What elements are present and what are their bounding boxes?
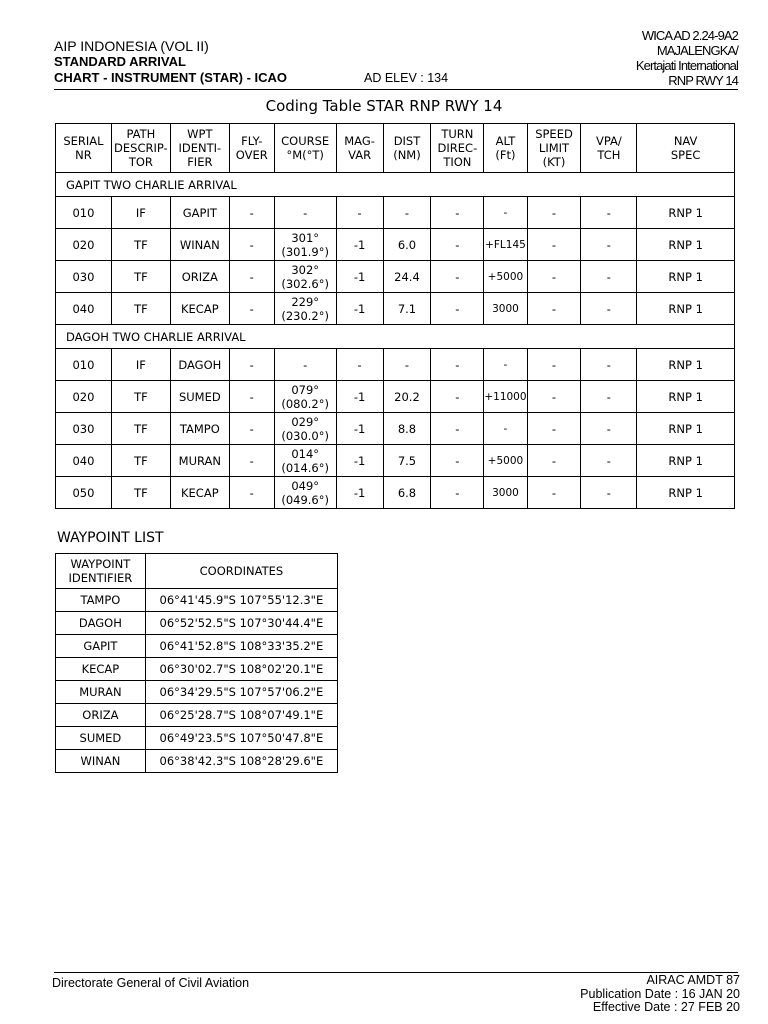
table-cell: - — [581, 381, 637, 413]
footer-issuer: Directorate General of Civil Aviation — [52, 976, 250, 990]
publication-date: Publication Date : 16 JAN 20 — [580, 986, 740, 1001]
table-cell: - — [229, 197, 274, 229]
procedure-name: RNP RWY 14 — [668, 73, 738, 88]
waypoint-coordinates: 06°30'02.7"S 108°02'20.1"E — [145, 658, 337, 681]
waypoint-row — [56, 681, 338, 704]
table-cell: - — [431, 413, 484, 445]
waypoint-row — [56, 727, 338, 750]
table-cell: - — [229, 293, 274, 325]
airport-name: Kertajati International — [635, 58, 738, 73]
table-cell: - — [431, 293, 484, 325]
footer-divider — [54, 972, 738, 973]
table-cell: +11000 — [484, 381, 527, 413]
table-cell: KECAP — [170, 293, 229, 325]
table-cell: - — [527, 349, 581, 381]
table-cell: - — [431, 381, 484, 413]
table-cell: - — [229, 381, 274, 413]
table-cell: TF — [111, 413, 170, 445]
table-cell: 302° (302.6°) — [274, 261, 336, 293]
aerodrome-elevation: AD ELEV : 134 — [364, 71, 449, 85]
table-row — [56, 197, 735, 229]
table-cell: - — [527, 445, 581, 477]
table-cell: -1 — [336, 413, 383, 445]
location-name: MAJALENGKA/ — [656, 43, 738, 58]
waypoint-row — [56, 589, 338, 612]
table-cell: - — [229, 229, 274, 261]
table-cell: 3000 — [484, 293, 527, 325]
chart-category: STANDARD ARRIVAL — [54, 54, 186, 69]
column-header: FLY- OVER — [229, 124, 274, 173]
table-cell: 6.8 — [383, 477, 431, 509]
table-cell: - — [431, 229, 484, 261]
footer-amendment — [580, 974, 740, 1015]
waypoint-row — [56, 750, 338, 773]
table-cell: 079° (080.2°) — [274, 381, 336, 413]
table-row — [56, 229, 735, 261]
waypoint-row — [56, 704, 338, 727]
table-cell: +5000 — [484, 261, 527, 293]
table-cell: - — [527, 477, 581, 509]
table-cell: -1 — [336, 293, 383, 325]
table-row — [56, 413, 735, 445]
arrival-name: GAPIT TWO CHARLIE ARRIVAL — [56, 173, 735, 197]
table-cell: 20.2 — [383, 381, 431, 413]
table-cell: - — [383, 197, 431, 229]
table-cell: - — [484, 197, 527, 229]
table-cell: 030 — [56, 261, 112, 293]
waypoint-coordinates: 06°38'42.3"S 108°28'29.6"E — [145, 750, 337, 773]
table-cell: - — [274, 349, 336, 381]
table-cell: RNP 1 — [637, 261, 735, 293]
table-cell: 24.4 — [383, 261, 431, 293]
table-cell: TF — [111, 229, 170, 261]
coding-table — [55, 123, 735, 509]
header-right — [636, 28, 738, 88]
table-cell: KECAP — [170, 477, 229, 509]
column-header: PATH DESCRIP- TOR — [111, 124, 170, 173]
coding-table-title: Coding Table STAR RNP RWY 14 — [265, 97, 503, 115]
table-cell: DAGOH — [170, 349, 229, 381]
table-cell: 029° (030.0°) — [274, 413, 336, 445]
table-cell: - — [484, 413, 527, 445]
table-cell: 8.8 — [383, 413, 431, 445]
waypoint-identifier: DAGOH — [56, 612, 146, 635]
header-divider — [54, 89, 738, 90]
column-header: WPT IDENTI- FIER — [170, 124, 229, 173]
effective-date: Effective Date : 27 FEB 20 — [592, 1000, 740, 1014]
table-cell: 030 — [56, 413, 112, 445]
table-cell: TF — [111, 261, 170, 293]
table-cell: -1 — [336, 261, 383, 293]
coordinates-header: COORDINATES — [145, 554, 337, 589]
header-left — [54, 38, 287, 86]
table-cell: 6.0 — [383, 229, 431, 261]
table-cell: - — [527, 293, 581, 325]
table-cell: IF — [111, 349, 170, 381]
table-cell: 7.5 — [383, 445, 431, 477]
table-cell: MURAN — [170, 445, 229, 477]
table-cell: - — [484, 349, 527, 381]
table-cell: - — [581, 413, 637, 445]
table-cell: - — [581, 445, 637, 477]
table-cell: - — [431, 197, 484, 229]
table-cell: +5000 — [484, 445, 527, 477]
table-cell: -1 — [336, 229, 383, 261]
waypoint-identifier: ORIZA — [56, 704, 146, 727]
table-row — [56, 381, 735, 413]
table-cell: - — [229, 445, 274, 477]
column-header: SERIAL NR — [56, 124, 112, 173]
table-cell: TF — [111, 477, 170, 509]
coding-table-header — [56, 124, 735, 173]
table-cell: 010 — [56, 197, 112, 229]
waypoint-coordinates: 06°49'23.5"S 107°50'47.8"E — [145, 727, 337, 750]
section-row — [56, 173, 735, 197]
table-cell: - — [527, 229, 581, 261]
table-cell: - — [274, 197, 336, 229]
table-cell: 020 — [56, 229, 112, 261]
column-header: ALT (Ft) — [484, 124, 527, 173]
table-cell: RNP 1 — [637, 197, 735, 229]
table-cell: - — [431, 349, 484, 381]
table-row — [56, 477, 735, 509]
table-cell: - — [431, 477, 484, 509]
column-header: COURSE °M(°T) — [274, 124, 336, 173]
table-cell: TF — [111, 381, 170, 413]
airac-amendment: AIRAC AMDT 87 — [646, 973, 740, 987]
table-row — [56, 349, 735, 381]
waypoint-list-title: WAYPOINT LIST — [57, 530, 164, 546]
publication-title: AIP INDONESIA (VOL II) — [54, 38, 209, 54]
column-header: NAV SPEC — [637, 124, 735, 173]
table-cell: RNP 1 — [637, 229, 735, 261]
arrival-name: DAGOH TWO CHARLIE ARRIVAL — [56, 325, 735, 349]
table-cell: - — [431, 261, 484, 293]
table-cell: 301° (301.9°) — [274, 229, 336, 261]
column-header: DIST (NM) — [383, 124, 431, 173]
table-cell: 010 — [56, 349, 112, 381]
waypoint-identifier: TAMPO — [56, 589, 146, 612]
waypoint-row — [56, 612, 338, 635]
table-cell: -1 — [336, 445, 383, 477]
table-cell: - — [383, 349, 431, 381]
table-cell: TF — [111, 293, 170, 325]
table-cell: - — [229, 349, 274, 381]
table-cell: - — [527, 261, 581, 293]
column-header: SPEED LIMIT (KT) — [527, 124, 581, 173]
table-cell: 7.1 — [383, 293, 431, 325]
table-cell: IF — [111, 197, 170, 229]
table-cell: - — [581, 349, 637, 381]
waypoint-table-header — [56, 554, 338, 589]
table-cell: TAMPO — [170, 413, 229, 445]
table-cell: - — [527, 197, 581, 229]
table-cell: RNP 1 — [637, 349, 735, 381]
waypoint-identifier: SUMED — [56, 727, 146, 750]
table-cell: -1 — [336, 477, 383, 509]
column-header: VPA/ TCH — [581, 124, 637, 173]
table-cell: 014° (014.6°) — [274, 445, 336, 477]
table-cell: 040 — [56, 445, 112, 477]
table-cell: - — [527, 413, 581, 445]
table-cell: RNP 1 — [637, 413, 735, 445]
table-row — [56, 293, 735, 325]
table-cell: - — [336, 197, 383, 229]
table-cell: - — [229, 261, 274, 293]
table-cell: - — [229, 477, 274, 509]
waypoint-coordinates: 06°52'52.5"S 107°30'44.4"E — [145, 612, 337, 635]
table-cell: - — [581, 477, 637, 509]
table-cell: RNP 1 — [637, 445, 735, 477]
table-cell: -1 — [336, 381, 383, 413]
table-cell: 040 — [56, 293, 112, 325]
table-cell: - — [431, 445, 484, 477]
table-cell: - — [581, 293, 637, 325]
waypoint-coordinates: 06°34'29.5"S 107°57'06.2"E — [145, 681, 337, 704]
table-cell: ORIZA — [170, 261, 229, 293]
table-cell: RNP 1 — [637, 381, 735, 413]
table-cell: - — [581, 197, 637, 229]
column-header: TURN DIREC- TION — [431, 124, 484, 173]
waypoint-table — [55, 553, 338, 773]
waypoint-coordinates: 06°41'45.9"S 107°55'12.3"E — [145, 589, 337, 612]
chart-type: CHART - INSTRUMENT (STAR) - ICAO — [54, 70, 288, 85]
table-cell: 020 — [56, 381, 112, 413]
table-cell: 050 — [56, 477, 112, 509]
waypoint-row — [56, 658, 338, 681]
table-row — [56, 445, 735, 477]
table-cell: GAPIT — [170, 197, 229, 229]
table-cell: - — [581, 261, 637, 293]
waypoint-identifier: GAPIT — [56, 635, 146, 658]
table-cell: RNP 1 — [637, 293, 735, 325]
table-cell: 049° (049.6°) — [274, 477, 336, 509]
waypoint-row — [56, 635, 338, 658]
table-row — [56, 261, 735, 293]
table-cell: 3000 — [484, 477, 527, 509]
waypoint-identifier: KECAP — [56, 658, 146, 681]
waypoint-coordinates: 06°41'52.8"S 108°33'35.2"E — [145, 635, 337, 658]
table-cell: - — [229, 413, 274, 445]
table-cell: - — [336, 349, 383, 381]
table-cell: WINAN — [170, 229, 229, 261]
table-cell: - — [581, 229, 637, 261]
table-cell: +FL145 — [484, 229, 527, 261]
waypoint-identifier-header: WAYPOINT IDENTIFIER — [56, 554, 146, 589]
table-cell: SUMED — [170, 381, 229, 413]
table-cell: RNP 1 — [637, 477, 735, 509]
section-row — [56, 325, 735, 349]
waypoint-coordinates: 06°25'28.7"S 108°07'49.1"E — [145, 704, 337, 727]
table-cell: - — [527, 381, 581, 413]
waypoint-identifier: WINAN — [56, 750, 146, 773]
column-header: MAG- VAR — [336, 124, 383, 173]
waypoint-identifier: MURAN — [56, 681, 146, 704]
page-reference: WICA AD 2.24-9A2 — [641, 28, 738, 43]
table-cell: TF — [111, 445, 170, 477]
table-cell: 229° (230.2°) — [274, 293, 336, 325]
